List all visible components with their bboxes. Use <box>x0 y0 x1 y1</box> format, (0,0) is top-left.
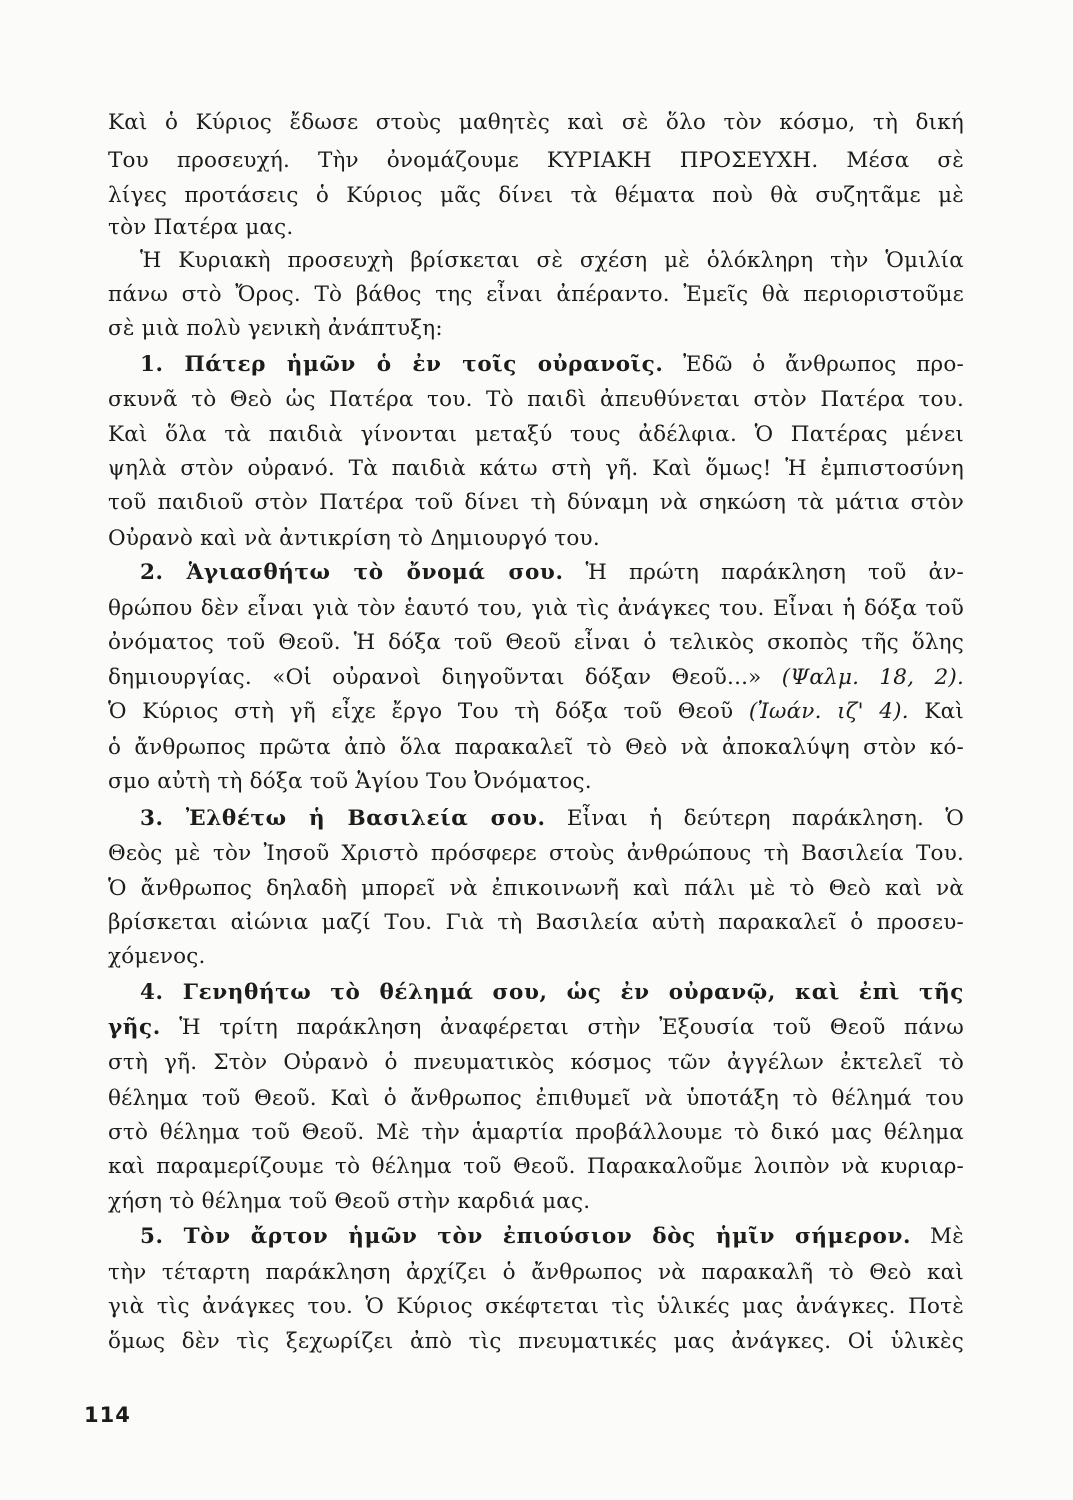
text-line: ὁ ἄνθρωπος πρῶτα ἀπὸ ὅλα παρακαλεῖ τὸ Θεὸ νὰ ἀποκαλύψη στὸν κό- <box>108 735 964 760</box>
section-1-first-line <box>140 350 964 380</box>
text-line: σκυνᾶ τὸ Θεὸ ὡς Πατέρα του. Τὸ παιδὶ ἀπευθύνεται στὸν Πατέρα του. <box>108 387 964 412</box>
text-line: τὴν τέταρτη παράκληση ἀρχίζει ὁ ἄνθρωπος νὰ παρακαλῆ τὸ Θεὸ καὶ <box>108 1260 964 1285</box>
section-4-heading: 4. Γενηθήτω τὸ θέλημά σου, ὡς ἐν οὐρανῷ, καὶ ἐπὶ τῆς <box>140 980 964 1005</box>
text-run: Εἶναι ἡ δεύτερη παράκληση. Ὁ <box>566 806 964 831</box>
text-run: Ἐδῶ ὁ ἄνθρωπος προ- <box>683 352 964 377</box>
text-line: βρίσκεται αἰώνια μαζί Του. Γιὰ τὴ Βασιλεία αὐτὴ παρακαλεῖ ὁ προσευ- <box>108 910 964 935</box>
scripture-citation: (Ψαλμ. 18, 2). <box>781 665 964 690</box>
text-line: στὴ γῆ. Στὸν Οὐρανὸ ὁ πνευματικὸς κόσμος τῶν ἀγγέλων ἐκτελεῖ τὸ <box>108 1050 964 1075</box>
text-line: τὸν Πατέρα μας. <box>108 215 294 240</box>
text-line <box>108 697 964 727</box>
text-line: σμο αὐτὴ τὴ δόξα τοῦ Ἁγίου Του Ὀνόματος. <box>108 769 592 794</box>
section-5-heading: 5. Τὸν ἄρτον ἡμῶν τὸν ἐπιούσιον δὸς ἡμῖν σήμερον. <box>140 1224 912 1249</box>
text-line: καὶ παραμερίζουμε τὸ θέλημα τοῦ Θεοῦ. Παρακαλοῦμε λοιπὸν νὰ κυριαρ- <box>108 1154 964 1179</box>
section-2-first-line <box>140 558 964 588</box>
section-4-heading-end: γῆς. <box>108 1015 161 1040</box>
text-line: Θεὸς μὲ τὸν Ἰησοῦ Χριστὸ πρόσφερε στοὺς ἀνθρώπους τὴ Βασιλεία Του. <box>108 841 964 866</box>
scripture-citation: (Ἰωάν. ιζ' 4). <box>748 699 909 724</box>
text-line <box>108 663 964 693</box>
section-3-heading: 3. Ἐλθέτω ἡ Βασιλεία σου. <box>140 806 546 831</box>
text-line: θρώπου δὲν εἶναι γιὰ τὸν ἑαυτό του, γιὰ τὶς ἀνάγκες του. Εἶναι ἡ δόξα τοῦ <box>108 596 964 621</box>
page-number: 114 <box>84 1403 131 1427</box>
text-line: Ἡ Κυριακὴ προσευχὴ βρίσκεται σὲ σχέση μὲ ὁλόκληρη τὴν Ὁμιλία <box>140 248 964 273</box>
text-line: γιὰ τὶς ἀνάγκες του. Ὁ Κύριος σκέφτεται τὶς ὑλικές μας ἀνάγκες. Ποτὲ <box>108 1294 964 1319</box>
text-line: θέλημα τοῦ Θεοῦ. Καὶ ὁ ἄνθρωπος ἐπιθυμεῖ νὰ ὑποτάξη τὸ θέλημά του <box>108 1086 964 1111</box>
text-line: ψηλὰ στὸν οὐρανό. Τὰ παιδιὰ κάτω στὴ γῆ. Καὶ ὅμως! Ἡ ἐμπιστοσύνη <box>108 456 964 481</box>
section-3-first-line <box>140 804 964 834</box>
text-run: δημιουργίας. «Οἱ οὐρανοὶ διηγοῦνται δόξαν Θεοῦ...» <box>108 665 762 690</box>
section-2-heading: 2. Ἁγιασθήτω τὸ ὄνομά σου. <box>140 560 564 585</box>
text-line: ὀνόματος τοῦ Θεοῦ. Ἡ δόξα τοῦ Θεοῦ εἶναι ὁ τελικὸς σκοπὸς τῆς ὅλης <box>108 630 964 655</box>
text-line: Καὶ ὁ Κύριος ἔδωσε στοὺς μαθητὲς καὶ σὲ ὅλο τὸν κόσμο, τὴ δική <box>108 110 964 135</box>
text-line: Καὶ ὅλα τὰ παιδιὰ γίνονται μεταξύ τους ἀδέλφια. Ὁ Πατέρας μένει <box>108 422 964 447</box>
text-line: χήση τὸ θέλημα τοῦ Θεοῦ στὴν καρδιά μας. <box>108 1189 591 1214</box>
text-run: Ὁ Κύριος στὴ γῆ εἶχε ἔργο Του τὴ δόξα τοῦ Θεοῦ <box>108 699 734 724</box>
text-line: πάνω στὸ Ὄρος. Τὸ βάθος της εἶναι ἀπέραντο. Ἐμεῖς θὰ περιοριστοῦμε <box>108 282 964 307</box>
section-1-heading: 1. Πάτερ ἡμῶν ὁ ἐν τοῖς οὐρανοῖς. <box>140 352 664 377</box>
section-4-second-line <box>108 1013 964 1043</box>
text-run: Μὲ <box>930 1224 964 1249</box>
text-line: τοῦ παιδιοῦ στὸν Πατέρα τοῦ δίνει τὴ δύναμη νὰ σηκώση τὰ μάτια στὸν <box>108 490 964 515</box>
text-line: στὸ θέλημα τοῦ Θεοῦ. Μὲ τὴν ἁμαρτία προβάλλουμε τὸ δικό μας θέλημα <box>108 1120 964 1145</box>
text-line: Οὐρανὸ καὶ νὰ ἀντικρίση τὸ Δημιουργό του. <box>108 526 600 551</box>
text-line: λίγες προτάσεις ὁ Κύριος μᾶς δίνει τὰ θέματα ποὺ θὰ συζητᾶμε μὲ <box>108 183 964 208</box>
text-run: Καὶ <box>924 699 964 724</box>
text-run: Ἡ πρώτη παράκληση τοῦ ἀν- <box>585 560 964 585</box>
text-line: Του προσευχή. Τὴν ὀνομάζουμε ΚΥΡΙΑΚΗ ΠΡΟΣΕΥΧΗ. Μέσα σὲ <box>108 148 964 173</box>
text-line: σὲ μιὰ πολὺ γενικὴ ἀνάπτυξη: <box>108 316 443 341</box>
text-run: Ἡ τρίτη παράκληση ἀναφέρεται στὴν Ἐξουσία τοῦ Θεοῦ πάνω <box>179 1015 964 1040</box>
section-5-first-line <box>140 1222 964 1252</box>
text-line: χόμενος. <box>108 944 206 969</box>
text-line: Ὁ ἄνθρωπος δηλαδὴ μπορεῖ νὰ ἐπικοινωνῆ καὶ πάλι μὲ τὸ Θεὸ καὶ νὰ <box>108 876 964 901</box>
text-line: ὅμως δὲν τὶς ξεχωρίζει ἀπὸ τὶς πνευματικές μας ἀνάγκες. Οἱ ὑλικὲς <box>108 1329 964 1354</box>
